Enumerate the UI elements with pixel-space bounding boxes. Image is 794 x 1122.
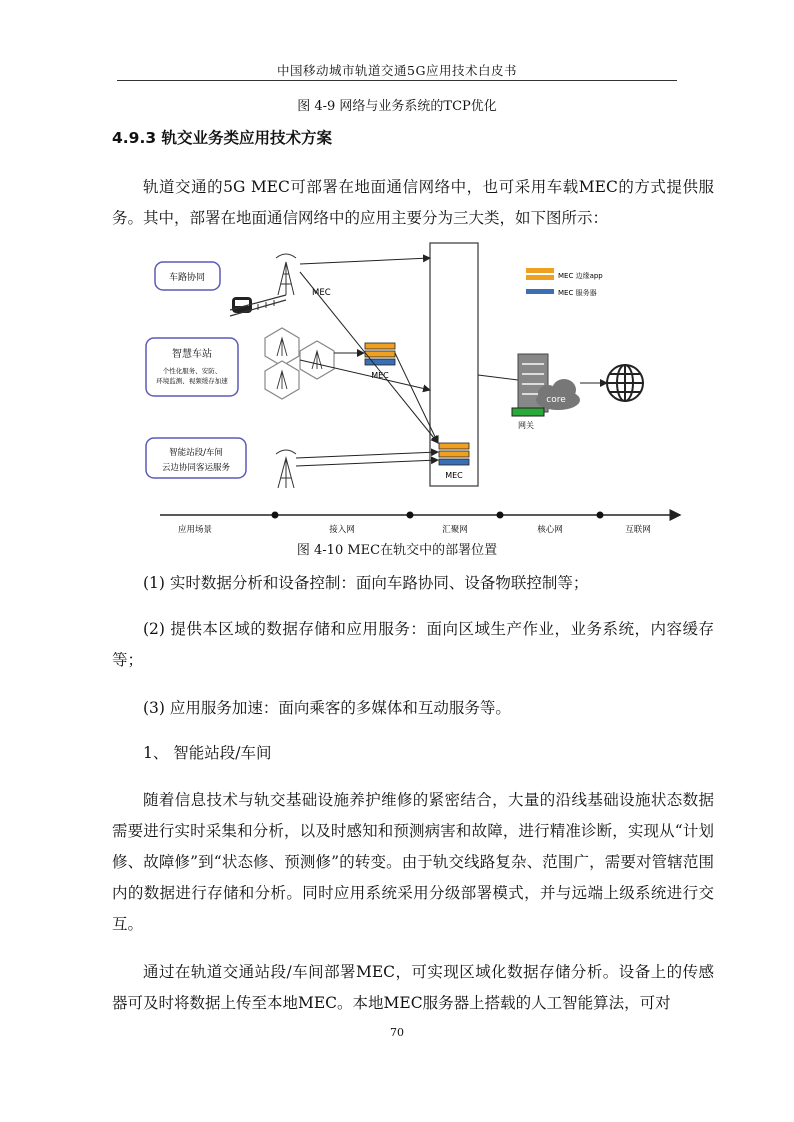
body-paragraph: 随着信息技术与轨交基础设施养护维修的紧密结合，大量的沿线基础设施状态数据需要进行实时采集和分析，以及时感知和预测病害和故障，进行精准诊断，实现从“计划修、故障修”到“状态修、预测修”的转变。由于轨交线路复杂、范围广，需要对管辖范围内的数据进行存储和分析。同时应用系统采用分级部署模式，并与远端上级系统进行交互。 xyxy=(112,791,714,933)
hex-cells-icon xyxy=(265,328,334,399)
scenario-depot-line-1: 智能站段/车间 xyxy=(169,448,223,458)
core-label: core xyxy=(546,395,566,405)
scenario-station-desc-1: 个性化服务、安防、 xyxy=(162,367,222,375)
subheading: 1、 智能站段/车间 xyxy=(143,744,272,762)
scenario-station-title: 智慧车站 xyxy=(172,349,212,360)
axis-tick-dot xyxy=(597,512,604,519)
figure-caption-4-9: 图 4-9 网络与业务系统的TCP优化 xyxy=(297,99,497,114)
scenario-station-desc-2: 环境监测、视频缓存加速 xyxy=(156,377,228,385)
running-header: 中国移动城市轨道交通5G应用技术白皮书 xyxy=(277,63,517,78)
legend-edge-app-label: MEC 边缘app xyxy=(558,272,603,280)
section-heading: 4.9.3 轨交业务类应用技术方案 xyxy=(112,129,333,147)
scenario-depot-line-2: 云边协同客运服务 xyxy=(161,463,231,473)
train-icon xyxy=(230,295,286,316)
axis-label-internet: 互联网 xyxy=(625,525,651,535)
body-paragraph: 通过在轨道交通站段/车间部署MEC，可实现区域化数据存储分析。设备上的传感器可及时将数据上传至本地MEC。本地MEC服务器上搭载的人工智能算法，可对 xyxy=(112,963,714,1012)
mec-label-top: MEC xyxy=(312,288,331,298)
diagram-legend xyxy=(526,268,603,297)
axis-label-scenario: 应用场景 xyxy=(177,525,213,535)
mec-label-aggregation: MEC xyxy=(445,471,463,480)
header-rule xyxy=(117,80,677,81)
list-item: (2) 提供本区域的数据存储和应用服务：面向区域生产作业，业务系统，内容缓存等； xyxy=(112,620,714,669)
gateway-bar xyxy=(512,408,544,416)
axis-tick-dot xyxy=(497,512,504,519)
axis-label-access: 接入网 xyxy=(329,525,355,535)
mec-deployment-diagram xyxy=(140,240,685,540)
legend-edge-app-swatch xyxy=(526,268,554,273)
legend-server-label: MEC 服务器 xyxy=(558,289,597,297)
internet-globe-icon xyxy=(607,365,643,401)
scenario-road-label: 车路协同 xyxy=(168,273,206,283)
list-item: (3) 应用服务加速：面向乘客的多媒体和互动服务等。 xyxy=(143,699,511,717)
axis-label-core: 核心网 xyxy=(537,525,563,535)
mec-server-stack-aggregation xyxy=(439,443,469,465)
list-item: (1) 实时数据分析和设备控制：面向车路协同、设备物联控制等； xyxy=(143,574,589,592)
axis-tick-dot xyxy=(272,512,279,519)
axis-tick-dot xyxy=(407,512,414,519)
axis-label-aggregation: 汇聚网 xyxy=(442,525,468,535)
page-number: 70 xyxy=(390,1026,404,1039)
aggregation-node-box xyxy=(430,243,478,486)
cell-tower-icon xyxy=(276,254,296,295)
figure-caption-4-10: 图 4-10 MEC在轨交中的部署位置 xyxy=(296,543,498,558)
mec-server-stack-middle xyxy=(365,343,395,365)
gateway-label: 网关 xyxy=(518,421,534,430)
mec-label-middle: MEC xyxy=(371,371,389,380)
legend-server-swatch xyxy=(526,289,554,294)
intro-paragraph: 轨道交通的5G MEC可部署在地面通信网络中，也可采用车载MEC的方式提供服务。其中，部署在地面通信网络中的应用主要分为三大类，如下图所示： xyxy=(112,178,714,227)
cell-tower-icon xyxy=(276,450,296,488)
